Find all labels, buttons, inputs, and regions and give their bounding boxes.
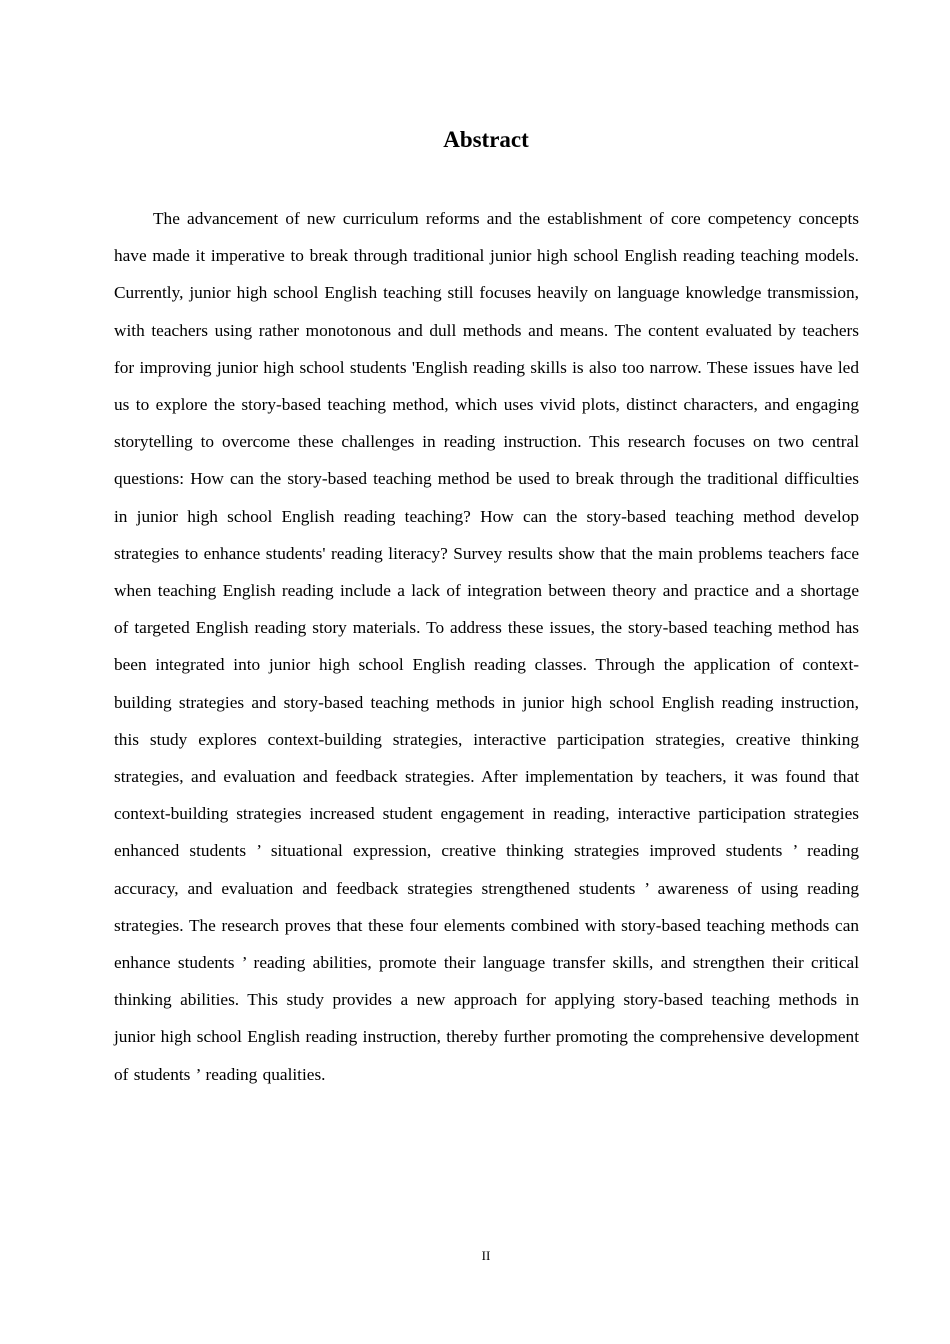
abstract-title: Abstract [443,127,529,152]
abstract-body-text: The advancement of new curriculum reforms and the establishment of core competency concepts have made it imperative to break through traditional junior high school English reading teaching models. Currently, junior high school English teaching still focuses heavily on language knowledge transmission, with teachers using rather monotonous and dull methods and means. The content evaluated by teachers for improving junior high school students 'English reading skills is also too narrow. These issues have led us to explore the story-based teaching method, which uses vivid plots, distinct characters, and engaging storytelling to overcome these challenges in reading instruction. This research focuses on two central questions: How can the story-based teaching method be used to break through the traditional difficulties in junior high school English reading teaching? How can the story-based teaching method develop strategies to enhance students' reading literacy? Survey results show that the main problems teachers face when teaching English reading include a lack of integration between theory and practice and a shortage of targeted English reading story materials. To address these issues, the story-based teaching method has been integrated into junior high school English reading classes. Through the application of context-building strategies and story-based teaching methods in junior high school English reading instruction, this study explores context-building strategies, interactive participation strategies, creative thinking strategies, and evaluation and feedback strategies. After implementation by teachers, it was found that context-building strategies increased student engagement in reading, interactive participation strategies enhanced students ’ situational expression, creative thinking strategies improved students ’ reading accuracy, and evaluation and feedback strategies strengthened students ’ awareness of using reading strategies. The research proves that these four elements combined with story-based teaching methods can enhance students ’ reading abilities, promote their language transfer skills, and strengthen their critical thinking abilities. This study provides a new approach for applying story-based teaching methods in junior high school English reading instruction, thereby further promoting the comprehensive development of students ’ reading qualities. [114,209,859,1084]
page-number: II [481,1248,491,1263]
